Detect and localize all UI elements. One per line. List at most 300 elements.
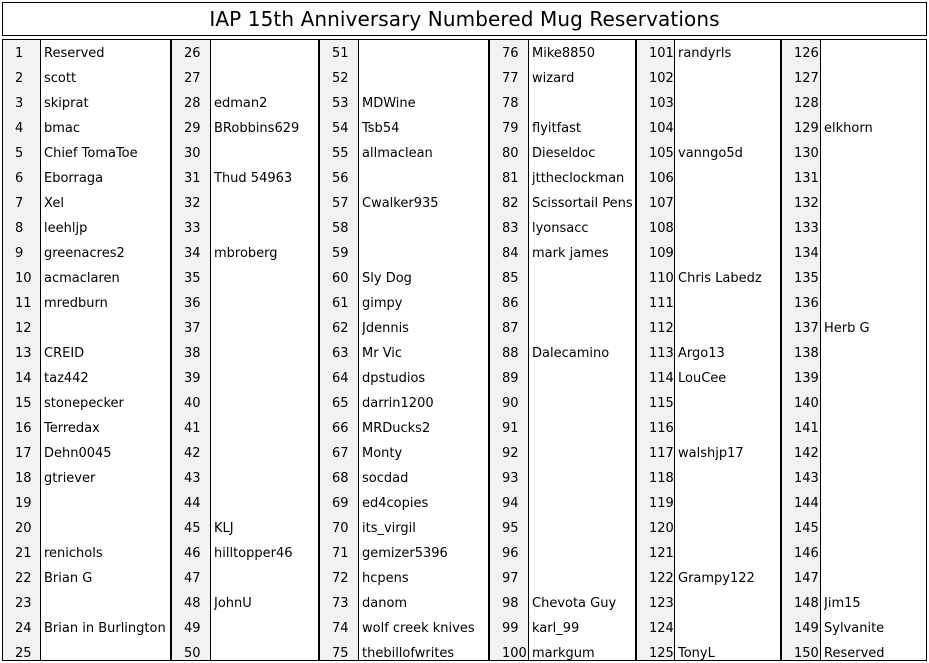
mug-number: 91 bbox=[502, 421, 519, 436]
mug-number: 102 bbox=[649, 71, 674, 86]
reserver-name bbox=[214, 140, 316, 165]
reserver-name: bmac bbox=[44, 121, 81, 136]
table-row bbox=[637, 215, 780, 240]
mug-number: 35 bbox=[184, 271, 201, 286]
reserver-name bbox=[214, 265, 316, 290]
table-row bbox=[490, 515, 635, 540]
reserver-name: BRobbins629 bbox=[214, 121, 300, 136]
reserver-name bbox=[214, 190, 316, 215]
reserver-name: TonyL bbox=[678, 646, 715, 661]
table-row bbox=[172, 65, 318, 90]
table-row bbox=[637, 90, 780, 115]
mug-number: 29 bbox=[184, 121, 201, 136]
mug-number: 92 bbox=[502, 446, 519, 461]
reserver-name: CREID bbox=[44, 346, 85, 361]
reserver-name bbox=[678, 165, 778, 190]
mug-number: 96 bbox=[502, 546, 519, 561]
reserver-name bbox=[824, 540, 924, 565]
table-row bbox=[782, 415, 926, 440]
table-row bbox=[3, 165, 170, 190]
mug-number: 120 bbox=[649, 521, 674, 536]
reserver-name: Dalecamino bbox=[532, 346, 610, 361]
reserver-name bbox=[532, 540, 633, 565]
table-row bbox=[172, 615, 318, 640]
reserver-name: Herb G bbox=[824, 321, 870, 336]
table-row bbox=[320, 640, 488, 661]
mug-number: 49 bbox=[184, 621, 201, 636]
table-row bbox=[320, 565, 488, 590]
table-row bbox=[490, 265, 635, 290]
table-row bbox=[172, 265, 318, 290]
table-row bbox=[172, 515, 318, 540]
mug-number: 82 bbox=[502, 196, 519, 211]
table-row bbox=[782, 140, 926, 165]
mug-number: 131 bbox=[794, 171, 819, 186]
table-row bbox=[3, 365, 170, 390]
mug-number: 19 bbox=[15, 496, 32, 511]
table-row bbox=[490, 565, 635, 590]
table-row bbox=[3, 590, 170, 615]
column-block-2 bbox=[171, 39, 319, 661]
mug-number: 60 bbox=[332, 271, 349, 286]
mug-number: 3 bbox=[15, 96, 24, 111]
table-row bbox=[490, 340, 635, 365]
mug-number: 45 bbox=[184, 521, 201, 536]
reserver-name bbox=[824, 440, 924, 465]
mug-number: 1 bbox=[15, 46, 24, 61]
table-row bbox=[637, 140, 780, 165]
mug-number: 64 bbox=[332, 371, 349, 386]
reserver-name bbox=[44, 315, 168, 340]
table-row bbox=[172, 190, 318, 215]
reserver-name bbox=[362, 240, 486, 265]
reserver-name: allmaclean bbox=[362, 146, 433, 161]
reserver-name bbox=[214, 290, 316, 315]
mug-number: 47 bbox=[184, 571, 201, 586]
table-row bbox=[3, 640, 170, 661]
table-row bbox=[637, 615, 780, 640]
mug-number: 134 bbox=[794, 246, 819, 261]
table-row bbox=[3, 315, 170, 340]
reserver-name: Grampy122 bbox=[678, 571, 755, 586]
reserver-name bbox=[824, 515, 924, 540]
mug-number: 14 bbox=[15, 371, 32, 386]
reserver-name: Cwalker935 bbox=[362, 196, 439, 211]
mug-number: 107 bbox=[649, 196, 674, 211]
reserver-name bbox=[44, 590, 168, 615]
table-row bbox=[490, 290, 635, 315]
reserver-name bbox=[824, 290, 924, 315]
table-row bbox=[637, 190, 780, 215]
table-row bbox=[172, 165, 318, 190]
mug-number: 48 bbox=[184, 596, 201, 611]
table-row bbox=[637, 340, 780, 365]
reserver-name: its_virgil bbox=[362, 521, 416, 536]
mug-number: 25 bbox=[15, 646, 32, 661]
reserver-name bbox=[214, 65, 316, 90]
table-row bbox=[782, 165, 926, 190]
table-row bbox=[637, 240, 780, 265]
reserver-name bbox=[824, 90, 924, 115]
reserver-name bbox=[214, 440, 316, 465]
table-row bbox=[320, 340, 488, 365]
reserver-name bbox=[824, 565, 924, 590]
reserver-name bbox=[532, 365, 633, 390]
reserver-name bbox=[678, 65, 778, 90]
mug-number: 32 bbox=[184, 196, 201, 211]
table-row bbox=[320, 265, 488, 290]
mug-number: 123 bbox=[649, 596, 674, 611]
reserver-name: karl_99 bbox=[532, 621, 580, 636]
mug-number: 4 bbox=[15, 121, 24, 136]
reserver-name bbox=[532, 315, 633, 340]
mug-number: 99 bbox=[502, 621, 519, 636]
table-row bbox=[320, 615, 488, 640]
table-row bbox=[637, 65, 780, 90]
table-row bbox=[782, 640, 926, 661]
table-row bbox=[320, 490, 488, 515]
mug-number: 116 bbox=[649, 421, 674, 436]
mug-number: 135 bbox=[794, 271, 819, 286]
mug-number: 149 bbox=[794, 621, 819, 636]
table-row bbox=[172, 565, 318, 590]
table-row bbox=[320, 290, 488, 315]
table-row bbox=[320, 540, 488, 565]
mug-number: 13 bbox=[15, 346, 32, 361]
table-row bbox=[637, 40, 780, 65]
mug-number: 110 bbox=[649, 271, 674, 286]
mug-number: 117 bbox=[649, 446, 674, 461]
table-row bbox=[782, 90, 926, 115]
mug-number: 139 bbox=[794, 371, 819, 386]
mug-number: 51 bbox=[332, 46, 349, 61]
reserver-name: flyitfast bbox=[532, 121, 582, 136]
reserver-name: markgum bbox=[532, 646, 595, 661]
reserver-name bbox=[678, 215, 778, 240]
mug-number: 143 bbox=[794, 471, 819, 486]
reserver-name: LouCee bbox=[678, 371, 727, 386]
reserver-name bbox=[824, 165, 924, 190]
reserver-name: MRDucks2 bbox=[362, 421, 431, 436]
reserver-name bbox=[44, 640, 168, 661]
reserver-name bbox=[532, 415, 633, 440]
reserver-name bbox=[214, 465, 316, 490]
reserver-name: Jim15 bbox=[824, 596, 861, 611]
mug-number: 59 bbox=[332, 246, 349, 261]
column-block-4 bbox=[489, 39, 636, 661]
mug-number: 142 bbox=[794, 446, 819, 461]
mug-number: 27 bbox=[184, 71, 201, 86]
reserver-name bbox=[532, 440, 633, 465]
reserver-name bbox=[214, 615, 316, 640]
table-row bbox=[172, 640, 318, 661]
mug-number: 31 bbox=[184, 171, 201, 186]
table-row bbox=[490, 90, 635, 115]
table-row bbox=[172, 465, 318, 490]
table-row bbox=[637, 365, 780, 390]
reserver-name bbox=[824, 365, 924, 390]
reserver-name bbox=[824, 490, 924, 515]
reserver-name bbox=[678, 115, 778, 140]
mug-number: 16 bbox=[15, 421, 32, 436]
mug-number: 89 bbox=[502, 371, 519, 386]
table-row bbox=[637, 390, 780, 415]
reserver-name bbox=[824, 65, 924, 90]
table-row bbox=[490, 615, 635, 640]
table-row bbox=[782, 290, 926, 315]
table-row bbox=[320, 465, 488, 490]
table-row bbox=[320, 215, 488, 240]
reserver-name bbox=[678, 465, 778, 490]
mug-number: 104 bbox=[649, 121, 674, 136]
table-row bbox=[172, 215, 318, 240]
mug-number: 150 bbox=[794, 646, 819, 661]
table-row bbox=[782, 565, 926, 590]
mug-number: 67 bbox=[332, 446, 349, 461]
mug-number: 88 bbox=[502, 346, 519, 361]
reserver-name: Argo13 bbox=[678, 346, 725, 361]
mug-number: 133 bbox=[794, 221, 819, 236]
reserver-name bbox=[214, 340, 316, 365]
mug-number: 79 bbox=[502, 121, 519, 136]
mug-number: 81 bbox=[502, 171, 519, 186]
table-row bbox=[320, 590, 488, 615]
table-row bbox=[637, 490, 780, 515]
table-row bbox=[3, 465, 170, 490]
mug-number: 85 bbox=[502, 271, 519, 286]
mug-number: 39 bbox=[184, 371, 201, 386]
reserver-name: MDWine bbox=[362, 96, 416, 111]
reserver-name: mredburn bbox=[44, 296, 108, 311]
table-row bbox=[782, 490, 926, 515]
mug-number: 73 bbox=[332, 596, 349, 611]
reserver-name: mbroberg bbox=[214, 246, 278, 261]
reserver-name: Reserved bbox=[44, 46, 105, 61]
reserver-name: Scissortail Pens bbox=[532, 196, 633, 211]
table-row bbox=[320, 365, 488, 390]
reserver-name: taz442 bbox=[44, 371, 89, 386]
table-row bbox=[490, 390, 635, 415]
reserver-name: thebillofwrites bbox=[362, 646, 455, 661]
reserver-name bbox=[214, 315, 316, 340]
reserver-name bbox=[362, 215, 486, 240]
reserver-name bbox=[214, 415, 316, 440]
mug-number: 43 bbox=[184, 471, 201, 486]
reserver-name bbox=[824, 390, 924, 415]
reserver-name bbox=[678, 190, 778, 215]
mug-number: 121 bbox=[649, 546, 674, 561]
reserver-name: Xel bbox=[44, 196, 64, 211]
table-row bbox=[172, 365, 318, 390]
table-row bbox=[490, 140, 635, 165]
column-block-5 bbox=[636, 39, 781, 661]
mug-number: 118 bbox=[649, 471, 674, 486]
mug-number: 94 bbox=[502, 496, 519, 511]
mug-number: 97 bbox=[502, 571, 519, 586]
table-row bbox=[782, 615, 926, 640]
reserver-name bbox=[214, 215, 316, 240]
reserver-name bbox=[214, 640, 316, 661]
mug-number: 23 bbox=[15, 596, 32, 611]
reserver-name: Mike8850 bbox=[532, 46, 595, 61]
table-row bbox=[172, 440, 318, 465]
mug-number: 74 bbox=[332, 621, 349, 636]
mug-number: 54 bbox=[332, 121, 349, 136]
mug-number: 33 bbox=[184, 221, 201, 236]
table-row bbox=[172, 390, 318, 415]
mug-number: 69 bbox=[332, 496, 349, 511]
table-row bbox=[3, 415, 170, 440]
reserver-name bbox=[532, 515, 633, 540]
mug-number: 68 bbox=[332, 471, 349, 486]
table-row bbox=[3, 190, 170, 215]
mug-number: 37 bbox=[184, 321, 201, 336]
mug-number: 61 bbox=[332, 296, 349, 311]
table-row bbox=[490, 315, 635, 340]
column-block-6 bbox=[781, 39, 927, 661]
mug-number: 125 bbox=[649, 646, 674, 661]
reserver-name bbox=[214, 490, 316, 515]
table-row bbox=[172, 540, 318, 565]
reserver-name bbox=[678, 615, 778, 640]
mug-number: 62 bbox=[332, 321, 349, 336]
table-row bbox=[172, 415, 318, 440]
table-row bbox=[637, 440, 780, 465]
table-row bbox=[172, 115, 318, 140]
table-row bbox=[3, 115, 170, 140]
table-row bbox=[172, 490, 318, 515]
reserver-name bbox=[678, 90, 778, 115]
reserver-name bbox=[678, 240, 778, 265]
mug-number: 109 bbox=[649, 246, 674, 261]
reserver-name bbox=[678, 415, 778, 440]
mug-number: 44 bbox=[184, 496, 201, 511]
table-row bbox=[3, 490, 170, 515]
table-row bbox=[637, 290, 780, 315]
reserver-name bbox=[532, 390, 633, 415]
reserver-name: JohnU bbox=[214, 596, 252, 611]
reserver-name bbox=[678, 590, 778, 615]
table-row bbox=[320, 140, 488, 165]
reserver-name bbox=[824, 340, 924, 365]
reserver-name: Brian in Burlington bbox=[44, 621, 166, 636]
reserver-name: elkhorn bbox=[824, 121, 873, 136]
mug-number: 21 bbox=[15, 546, 32, 561]
table-row bbox=[3, 615, 170, 640]
reserver-name: Jdennis bbox=[362, 321, 409, 336]
reserver-name bbox=[362, 65, 486, 90]
table-row bbox=[3, 390, 170, 415]
table-row bbox=[3, 540, 170, 565]
reserver-name bbox=[678, 315, 778, 340]
table-row bbox=[490, 115, 635, 140]
table-row bbox=[3, 290, 170, 315]
table-row bbox=[490, 590, 635, 615]
mug-number: 41 bbox=[184, 421, 201, 436]
table-row bbox=[637, 165, 780, 190]
table-row bbox=[172, 40, 318, 65]
mug-number: 12 bbox=[15, 321, 32, 336]
table-row bbox=[782, 390, 926, 415]
reserver-name bbox=[824, 415, 924, 440]
table-row bbox=[320, 165, 488, 190]
table-row bbox=[490, 165, 635, 190]
table-row bbox=[320, 515, 488, 540]
mug-number: 30 bbox=[184, 146, 201, 161]
reserver-name: danom bbox=[362, 596, 408, 611]
mug-number: 132 bbox=[794, 196, 819, 211]
mug-number: 130 bbox=[794, 146, 819, 161]
table-row bbox=[782, 515, 926, 540]
reserver-name bbox=[824, 215, 924, 240]
table-row bbox=[782, 240, 926, 265]
table-row bbox=[3, 565, 170, 590]
table-row bbox=[320, 315, 488, 340]
table-row bbox=[637, 315, 780, 340]
mug-number: 146 bbox=[794, 546, 819, 561]
table-row bbox=[782, 265, 926, 290]
table-row bbox=[3, 90, 170, 115]
reserver-name bbox=[532, 265, 633, 290]
table-row bbox=[320, 90, 488, 115]
mug-number: 40 bbox=[184, 396, 201, 411]
table-row bbox=[172, 140, 318, 165]
reserver-name bbox=[44, 515, 168, 540]
mug-number: 75 bbox=[332, 646, 349, 661]
mug-number: 90 bbox=[502, 396, 519, 411]
mug-number: 22 bbox=[15, 571, 32, 586]
table-row bbox=[490, 465, 635, 490]
table-row bbox=[3, 140, 170, 165]
reserver-name: edman2 bbox=[214, 96, 268, 111]
table-row bbox=[320, 240, 488, 265]
reserver-name bbox=[678, 540, 778, 565]
mug-number: 115 bbox=[649, 396, 674, 411]
table-row bbox=[3, 265, 170, 290]
table-row bbox=[782, 340, 926, 365]
reserver-name: gemizer5396 bbox=[362, 546, 448, 561]
table-row bbox=[637, 590, 780, 615]
reserver-name: Monty bbox=[362, 446, 403, 461]
reserver-name: leehljp bbox=[44, 221, 88, 236]
mug-number: 57 bbox=[332, 196, 349, 211]
table-row bbox=[490, 365, 635, 390]
table-row bbox=[320, 390, 488, 415]
table-row bbox=[320, 65, 488, 90]
reserver-name: acmaclaren bbox=[44, 271, 120, 286]
reserver-name bbox=[214, 390, 316, 415]
table-row bbox=[490, 415, 635, 440]
table-row bbox=[490, 490, 635, 515]
reserver-name: gimpy bbox=[362, 296, 403, 311]
reserver-name bbox=[824, 240, 924, 265]
reserver-name bbox=[678, 490, 778, 515]
mug-number: 145 bbox=[794, 521, 819, 536]
reserver-name bbox=[214, 365, 316, 390]
reserver-name: Brian G bbox=[44, 571, 93, 586]
mug-number: 52 bbox=[332, 71, 349, 86]
reserver-name bbox=[824, 465, 924, 490]
reserver-name: Reserved bbox=[824, 646, 885, 661]
mug-number: 124 bbox=[649, 621, 674, 636]
reserver-name bbox=[824, 140, 924, 165]
table-row bbox=[172, 315, 318, 340]
table-row bbox=[637, 265, 780, 290]
mug-number: 95 bbox=[502, 521, 519, 536]
reserver-name bbox=[824, 190, 924, 215]
reserver-name: randyrls bbox=[678, 46, 732, 61]
table-row bbox=[3, 40, 170, 65]
